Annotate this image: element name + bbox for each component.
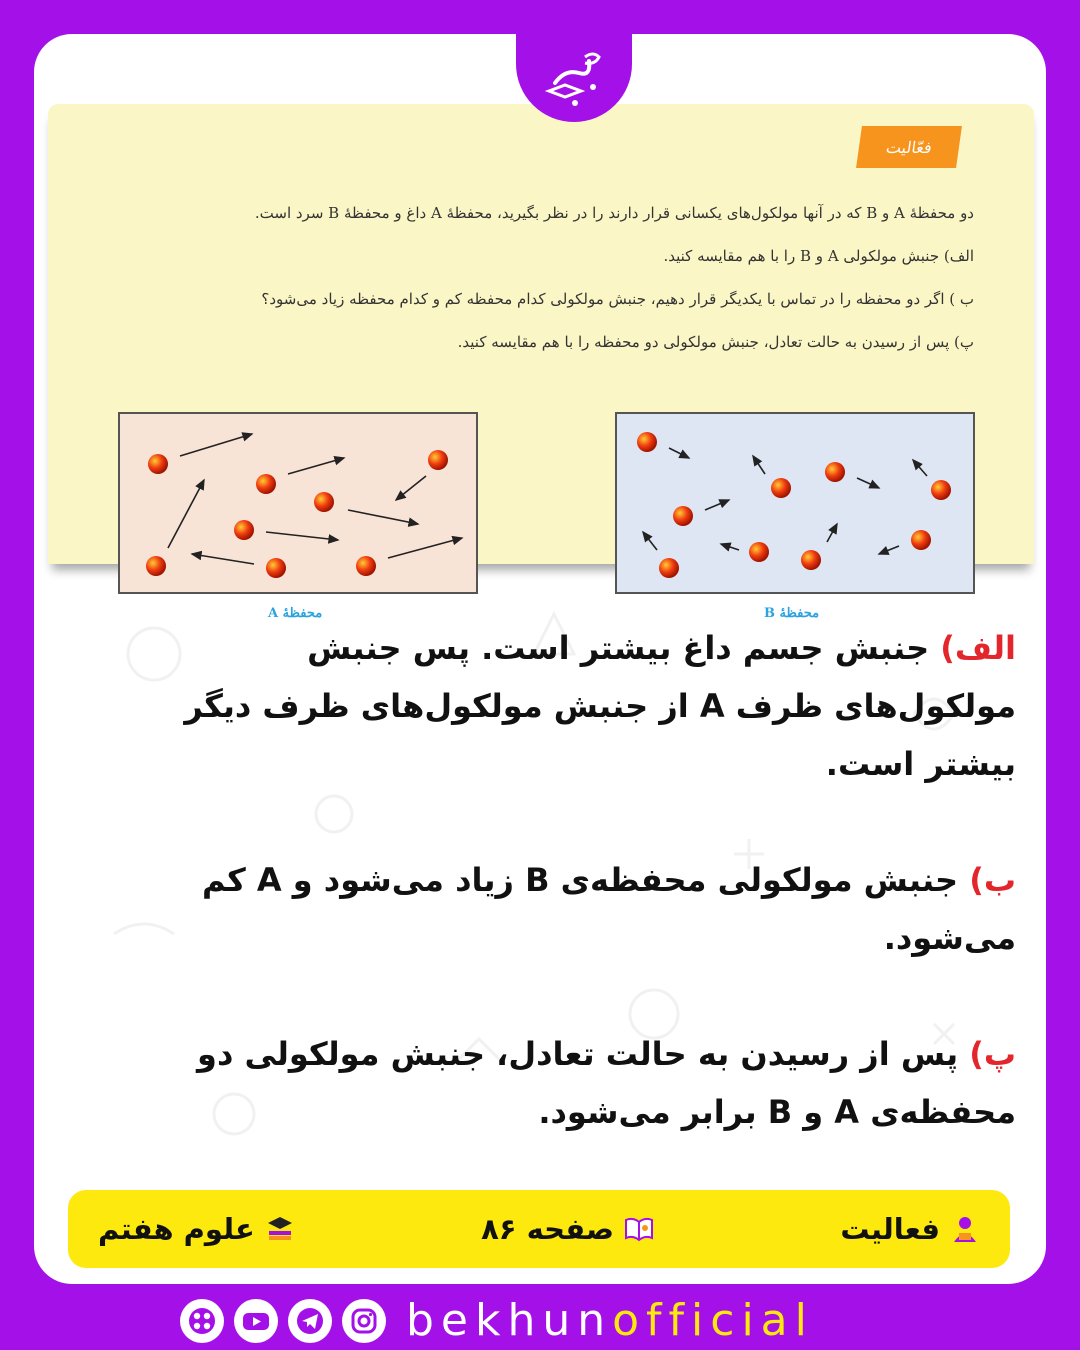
textbook-line: ب ) اگر دو محفظه را در تماس با یکدیگر قرار دهیم، جنبش مولکولی کدام محفظه کم و کدام محفظه زیاد می‌شود؟ bbox=[261, 290, 974, 308]
telegram-icon[interactable] bbox=[288, 1299, 332, 1343]
info-bar bbox=[68, 1190, 1010, 1268]
handle-part1: bekhun bbox=[406, 1295, 613, 1346]
aparat-icon[interactable] bbox=[180, 1299, 224, 1343]
open-book-icon bbox=[624, 1214, 654, 1244]
info-activity-label: فعالیت bbox=[840, 1212, 940, 1246]
info-page bbox=[481, 1212, 654, 1246]
post-card bbox=[34, 34, 1046, 1284]
answer-alef bbox=[116, 619, 1016, 793]
answer-text bbox=[116, 619, 1016, 1199]
social-row bbox=[180, 1292, 900, 1350]
textbook-text bbox=[74, 192, 974, 364]
info-subject-label: علوم هفتم bbox=[98, 1212, 255, 1246]
chamber-b-diagram bbox=[615, 412, 975, 594]
chamber-a-diagram bbox=[118, 412, 478, 594]
chamber-a-label: محفظهٔ A bbox=[268, 606, 323, 621]
youtube-icon[interactable] bbox=[234, 1299, 278, 1343]
answer-key: ب) bbox=[969, 861, 1016, 899]
textbook-excerpt bbox=[48, 104, 1034, 621]
answer-key: پ) bbox=[969, 1035, 1016, 1073]
instagram-icon[interactable] bbox=[342, 1299, 386, 1343]
info-page-label: صفحه ۸۶ bbox=[481, 1212, 614, 1246]
social-handle[interactable] bbox=[406, 1296, 814, 1346]
answer-pe bbox=[116, 1025, 1016, 1141]
answer-be bbox=[116, 851, 1016, 967]
answer-key: الف) bbox=[940, 629, 1016, 667]
chamber-b-label: محفظهٔ B bbox=[764, 606, 820, 621]
books-cap-icon bbox=[265, 1214, 295, 1244]
answer-body: پس از رسیدن به حالت تعادل، جنبش مولکولی دو محفظه‌ی A و B برابر می‌شود. bbox=[197, 1035, 1016, 1131]
activity-tab: فعّالیت bbox=[856, 126, 962, 168]
textbook-line: الف) جنبش مولکولی A و B را با هم مقایسه کنید. bbox=[663, 247, 974, 265]
bekhun-logo bbox=[535, 43, 613, 109]
info-activity bbox=[840, 1212, 980, 1246]
textbook-line: پ) پس از رسیدن به حالت تعادل، جنبش مولکولی دو محفظه را با هم مقایسه کنید. bbox=[457, 333, 974, 351]
handle-part2: official bbox=[612, 1295, 814, 1346]
info-subject bbox=[98, 1212, 295, 1246]
textbook-line: دو محفظهٔ A و B که در آنها مولکول‌های یکسانی قرار دارند را در نظر بگیرید، محفظهٔ A داغ و محفظهٔ B سرد است. bbox=[254, 204, 974, 222]
answer-body: جنبش مولکولی محفظه‌ی B زیاد می‌شود و A کم می‌شود. bbox=[202, 861, 1016, 957]
teacher-icon bbox=[950, 1214, 980, 1244]
answer-body: جنبش جسم داغ بیشتر است. پس جنبش مولکول‌های ظرف A از جنبش مولکول‌های ظرف دیگر بیشتر است. bbox=[184, 629, 1016, 783]
